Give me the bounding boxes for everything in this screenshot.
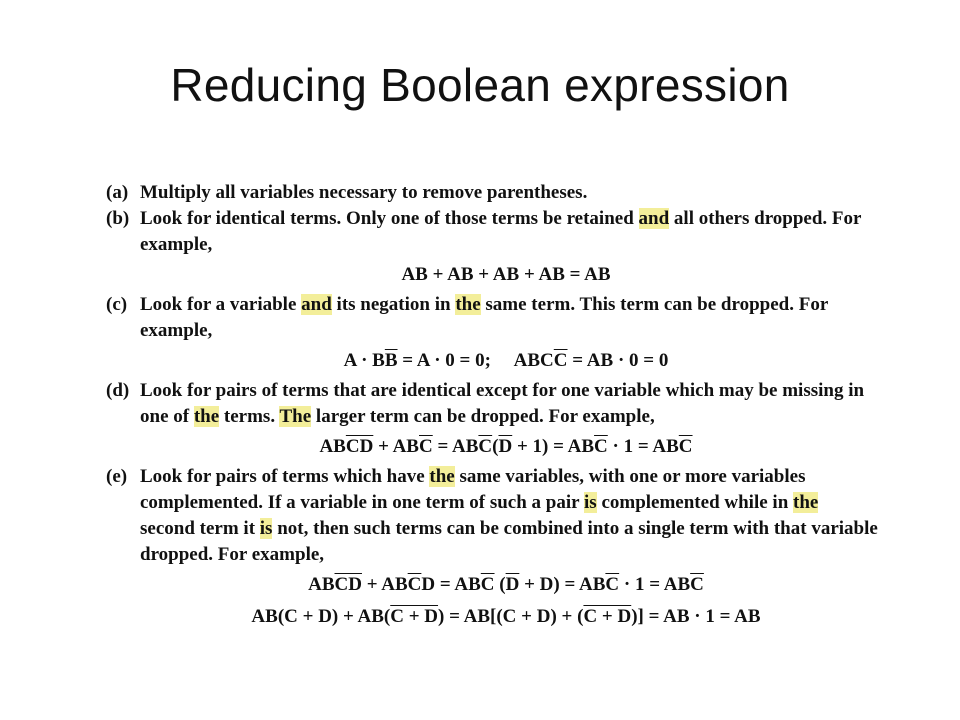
eq-part: = A · 0 = 0; ABC — [397, 350, 554, 371]
page-title: Reducing Boolean expression — [170, 59, 790, 111]
eq-part: + D) = AB — [519, 574, 606, 595]
eq-part-bar: $\overline{C}$ — [690, 574, 704, 595]
text-segment: Look for identical terms. Only one of those terms be retained — [140, 208, 639, 229]
equation-b: AB + AB + AB + AB = AB — [401, 264, 611, 285]
text-segment: second term it — [140, 518, 260, 539]
eq-part-bar: $\overline{D}$ — [498, 436, 513, 457]
highlight: the — [193, 406, 220, 427]
eq-part-bar: $\overline{C}$ — [478, 436, 493, 457]
eq-part: AB — [319, 436, 346, 457]
text-segment: one of — [140, 406, 194, 427]
eq-part: ( — [492, 436, 499, 457]
eq-part: AB — [308, 574, 335, 595]
eq-part-bar: C + D — [583, 606, 632, 627]
rule-text — [140, 464, 906, 490]
eq-part-bar: $\overline{C}$ — [419, 436, 433, 457]
eq-part: = AB — [432, 436, 479, 457]
highlight: and — [301, 294, 332, 315]
text-segment: terms. — [219, 406, 280, 427]
rule-text: Look for pairs of terms that are identical except for one variable which may be missing in — [140, 380, 865, 401]
rule-text: dropped. For example, — [140, 544, 325, 565]
equation-e1 — [106, 570, 906, 600]
text-segment: complemented while in — [596, 492, 794, 513]
highlight: the — [429, 466, 455, 487]
rule-b — [106, 206, 906, 258]
eq-part: AB(C + D) + AB( — [251, 606, 391, 627]
text-segment: not, then such terms can be combined into a single term with that variable — [272, 518, 878, 539]
highlight: The — [279, 406, 312, 427]
text-segment: Look for pairs of terms which have — [140, 466, 430, 487]
rule-text — [140, 516, 906, 542]
equation-e2 — [106, 602, 906, 632]
text-segment: complemented. If a variable in one term of such a pair — [140, 492, 584, 513]
eq-part-bar: $\overline{C}$ — [407, 574, 422, 595]
rule-a — [106, 180, 906, 206]
highlight: is — [584, 492, 597, 513]
eq-part-bar: $\overline{C}$ — [553, 350, 568, 371]
highlight: the — [455, 294, 481, 315]
text-segment: its negation in — [331, 294, 456, 315]
text-segment: all others dropped. For — [669, 208, 862, 229]
rule-c — [106, 292, 906, 344]
eq-part: + AB — [373, 436, 419, 457]
text-segment: Look for a variable — [140, 294, 302, 315]
eq-part-bar: $\overline{CD}$ — [345, 436, 374, 457]
eq-part: + 1) = AB — [512, 436, 595, 457]
highlight: and — [638, 208, 670, 229]
eq-part-bar: $\overline{D}$ — [505, 574, 520, 595]
rule-letter: (d) — [106, 380, 130, 401]
eq-part-bar: $\overline{C}$ — [594, 436, 608, 457]
rule-text: example, — [140, 234, 213, 255]
rule-text: Multiply all variables necessary to remove parentheses. — [140, 182, 588, 203]
eq-part-bar: $\overline{B}$ — [384, 350, 398, 371]
rule-letter: (e) — [106, 466, 128, 487]
text-segment: larger term can be dropped. For example, — [311, 406, 655, 427]
text-segment: same term. This term can be dropped. For — [480, 294, 829, 315]
content-body — [106, 180, 906, 634]
eq-part: ( — [494, 574, 506, 595]
eq-part: = AB · 0 = 0 — [567, 350, 669, 371]
rule-letter: (a) — [106, 182, 129, 203]
rule-d — [106, 378, 906, 430]
highlight: is — [259, 518, 273, 539]
rule-letter: (b) — [106, 208, 130, 229]
eq-part-bar: $\overline{C}$ — [480, 574, 495, 595]
eq-part: A · B — [343, 350, 385, 371]
eq-part-bar: $\overline{CD}$ — [334, 574, 362, 595]
eq-part: D = AB — [421, 574, 481, 595]
equation-c — [106, 346, 906, 376]
eq-part: · 1 = AB — [619, 574, 691, 595]
rule-text — [140, 292, 906, 318]
highlight: the — [793, 492, 819, 513]
eq-part-bar: $\overline{C}$ — [605, 574, 620, 595]
rule-text — [140, 404, 906, 430]
eq-part: + AB — [361, 574, 408, 595]
eq-part: · 1 = AB — [607, 436, 679, 457]
text-segment: same variables, with one or more variables — [454, 466, 806, 487]
rule-text — [140, 490, 906, 516]
eq-part-bar: C + D — [390, 606, 439, 627]
eq-part: ) = AB[(C + D) + ( — [438, 606, 584, 627]
eq-part-bar: $\overline{C}$ — [678, 436, 693, 457]
rule-letter: (c) — [106, 294, 128, 315]
rule-text — [140, 206, 906, 232]
rule-text: example, — [140, 320, 213, 341]
eq-part: )] = AB · 1 = AB — [631, 606, 761, 627]
equation-d — [106, 432, 906, 462]
rule-e — [106, 464, 906, 568]
